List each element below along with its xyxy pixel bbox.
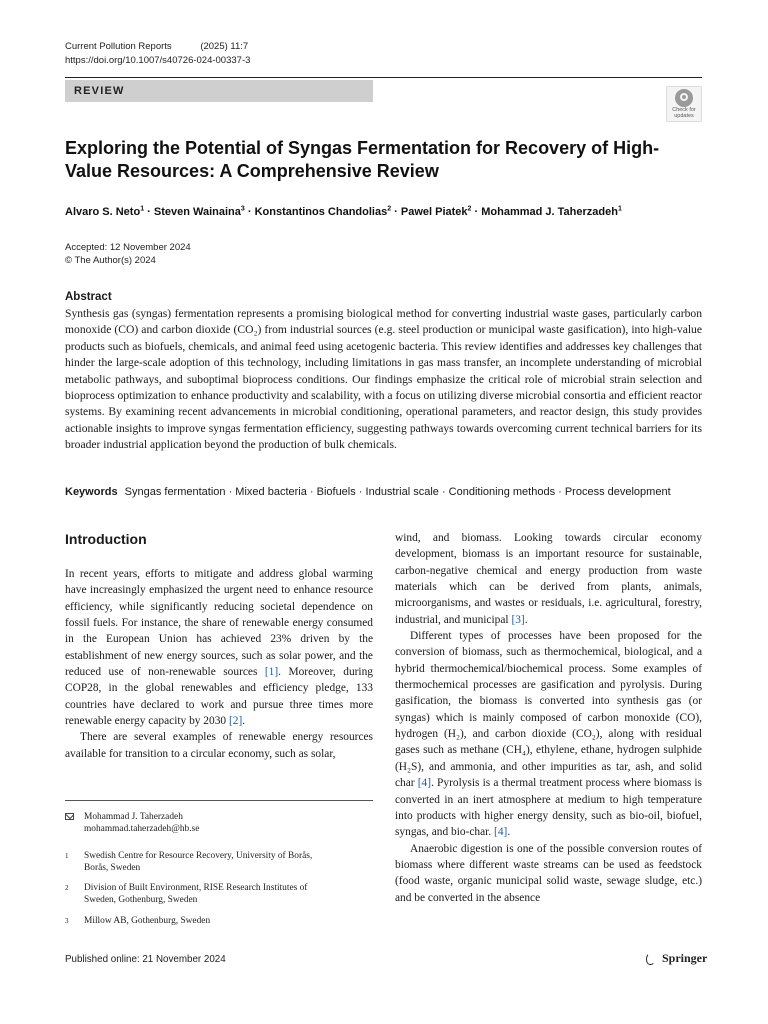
author-list: Alvaro S. Neto$^1$ · Steven Wainaina$^3$ · Konstantinos Chandolias$^2$ · Pawel Piatek$^2$ · Mohammad J. Taherzadeh$^1$ <box>65 205 622 218</box>
journal-volume: (2025) 11:7 <box>200 41 249 52</box>
author[interactable]: Alvaro S. Neto$^1$ <box>65 205 145 218</box>
springer-horse-icon <box>644 952 658 966</box>
affiliation-text: Division of Built Environment, RISE Research Institutes of Sweden, Gothenburg, Sweden <box>84 883 308 906</box>
article-dates <box>65 241 191 267</box>
corresponding-name: Mohammad J. Taherzadeh <box>84 812 183 822</box>
publisher-name: Springer <box>662 951 708 965</box>
footnote-rule <box>65 800 373 801</box>
author[interactable]: Pawel Piatek$^2$ <box>400 205 472 218</box>
badge-label: Check for updates <box>672 107 696 119</box>
paragraph: Different types of processes have been proposed for the conversion of biomass, such as thermochemical, biological, and a hybrid thermochemical/biochemical process. Some examples of thermochemical processes are gasification and pyrolysis. During gasification, the biomass is converted into synthesis gas (or syngas) which is mainly composed of carbon monoxide (CO), hydrogen (H₂), and carbon dioxide (CO₂), along with residual gases such as methane (CH₄), ethylene, ethane, hydrogen sulphide (H₂S), and ammonia, and other impurities as tar, ash, and solid char [4]. Pyrolysis is a thermal treatment process where biomass is converted in an inert atmosphere at medium to high temperature into products with higher energy density, such as bio-oil, biofuel, syngas, and bio-char. [4]. <box>395 630 702 839</box>
check-for-updates-badge[interactable] <box>666 86 702 122</box>
corresponding-email[interactable]: mohammad.taherzadeh@hb.se <box>84 824 200 835</box>
paragraph: Anaerobic digestion is one of the possible conversion routes of biomass where different waste streams can be used as feedstock (food waste, organic municipal solid waste, sewage sludge, etc.) and be converted in the absence <box>395 842 702 904</box>
citation-link[interactable]: [4] <box>494 826 508 839</box>
affiliation <box>65 882 325 907</box>
keywords-heading: Keywords <box>65 486 118 498</box>
keywords <box>65 485 715 499</box>
affiliation-number: 3 <box>65 917 69 925</box>
abstract-heading: Abstract <box>65 291 112 303</box>
paragraph: wind, and biomass. Looking towards circular economy development, biomass is an important resource for sustainable, carbon-negative chemical and energy production from waste materials which can be derived from plants, animals, microorganisms, and wastes or residuals, i.e. agricultural, forestry, industrial, and municipal [3]. <box>395 532 702 626</box>
published-date: Published online: 21 November 2024 <box>65 954 226 965</box>
section-label: REVIEW <box>65 80 373 102</box>
citation-link[interactable]: [2] <box>228 715 243 728</box>
doi-link[interactable]: https://doi.org/10.1007/s40726-024-00337-3 <box>65 55 251 66</box>
journal-name: Current Pollution Reports <box>65 41 172 52</box>
envelope-icon <box>65 813 74 820</box>
accepted-date: Accepted: 12 November 2024 <box>65 242 191 253</box>
body-column-right <box>395 530 702 906</box>
affiliation <box>65 850 325 875</box>
article-title: Exploring the Potential of Syngas Fermentation for Recovery of High-Value Resources: A Comprehensive Review <box>65 138 660 181</box>
affiliation-number: 2 <box>65 884 69 892</box>
citation-link[interactable]: [3] <box>511 613 525 626</box>
abstract-text: Synthesis gas (syngas) fermentation represents a promising biological method for converting industrial waste gases, particularly carbon monoxide (CO) and carbon dioxide (CO₂) from industrial sources (e.g. steel production or municipal waste gasification), into high-value products such as biofuels, chemicals, and animal feed using acetogenic bacteria. This review identifies and addresses key challenges that hinder the large-scale adoption of this technology, including limitations in gas mass transfer, an incomplete understanding of microbial metabolic pathways, and suboptimal bioprocess conditions. Our findings emphasize the critical role of microbial strain selection and bioprocess optimization to enhance productivity and scalability, with a focus on utilizing diverse microbial consortia and efficient reactor systems. By examining recent advancements in microbial conditioning, operational parameters, and reactor design, this study provides actionable insights to improve syngas fermentation efficiency, suggesting pathways towards overcoming current technical barriers for its broader industrial application beyond the production of bulk chemicals. <box>65 307 702 452</box>
citation-link[interactable]: [4] <box>417 777 432 790</box>
affiliation-text: Millow AB, Gothenburg, Sweden <box>84 916 211 926</box>
journal-header <box>65 40 248 53</box>
section-heading-introduction: Introduction <box>65 531 147 547</box>
author[interactable]: Konstantinos Chandolias$^2$ <box>254 205 392 218</box>
corresponding-author <box>65 811 373 836</box>
affiliation <box>65 915 325 927</box>
affiliation-text: Swedish Centre for Resource Recovery, University of Borås, Borås, Sweden <box>84 851 313 874</box>
citation-link[interactable]: [1] <box>264 666 279 679</box>
author[interactable]: Steven Wainaina$^3$ <box>153 205 245 218</box>
header-rule <box>65 77 702 78</box>
update-check-icon <box>675 89 693 107</box>
affiliation-number: 1 <box>65 852 69 860</box>
author[interactable]: Mohammad J. Taherzadeh$^1$ <box>481 205 622 218</box>
body-column-left <box>65 566 373 762</box>
publisher-logo <box>644 951 707 966</box>
keywords-list: Syngas fermentation · Mixed bacteria · Biofuels · Industrial scale · Conditioning methods · Process development <box>124 486 671 498</box>
paragraph: There are several examples of renewable energy resources available for transition to a circular economy, such as solar, <box>65 731 373 760</box>
copyright-line: © The Author(s) 2024 <box>65 255 156 266</box>
paragraph: In recent years, efforts to mitigate and address global warming have increasingly emphasized the urgent need to enhance resource efficiency, while significantly reducing societal dependence on fossil fuels. For instance, the share of renewable energy consumed in the European Union has achieved 23% driven by the establishment of new energy sources, such as solar power, and the reduced use of non-renewable sources [1]. Moreover, during COP28, in the global renewables and efficiency pledge, 133 countries have declared to work and pursue three times more renewable energy capacity by 2030 [2]. <box>65 568 373 728</box>
